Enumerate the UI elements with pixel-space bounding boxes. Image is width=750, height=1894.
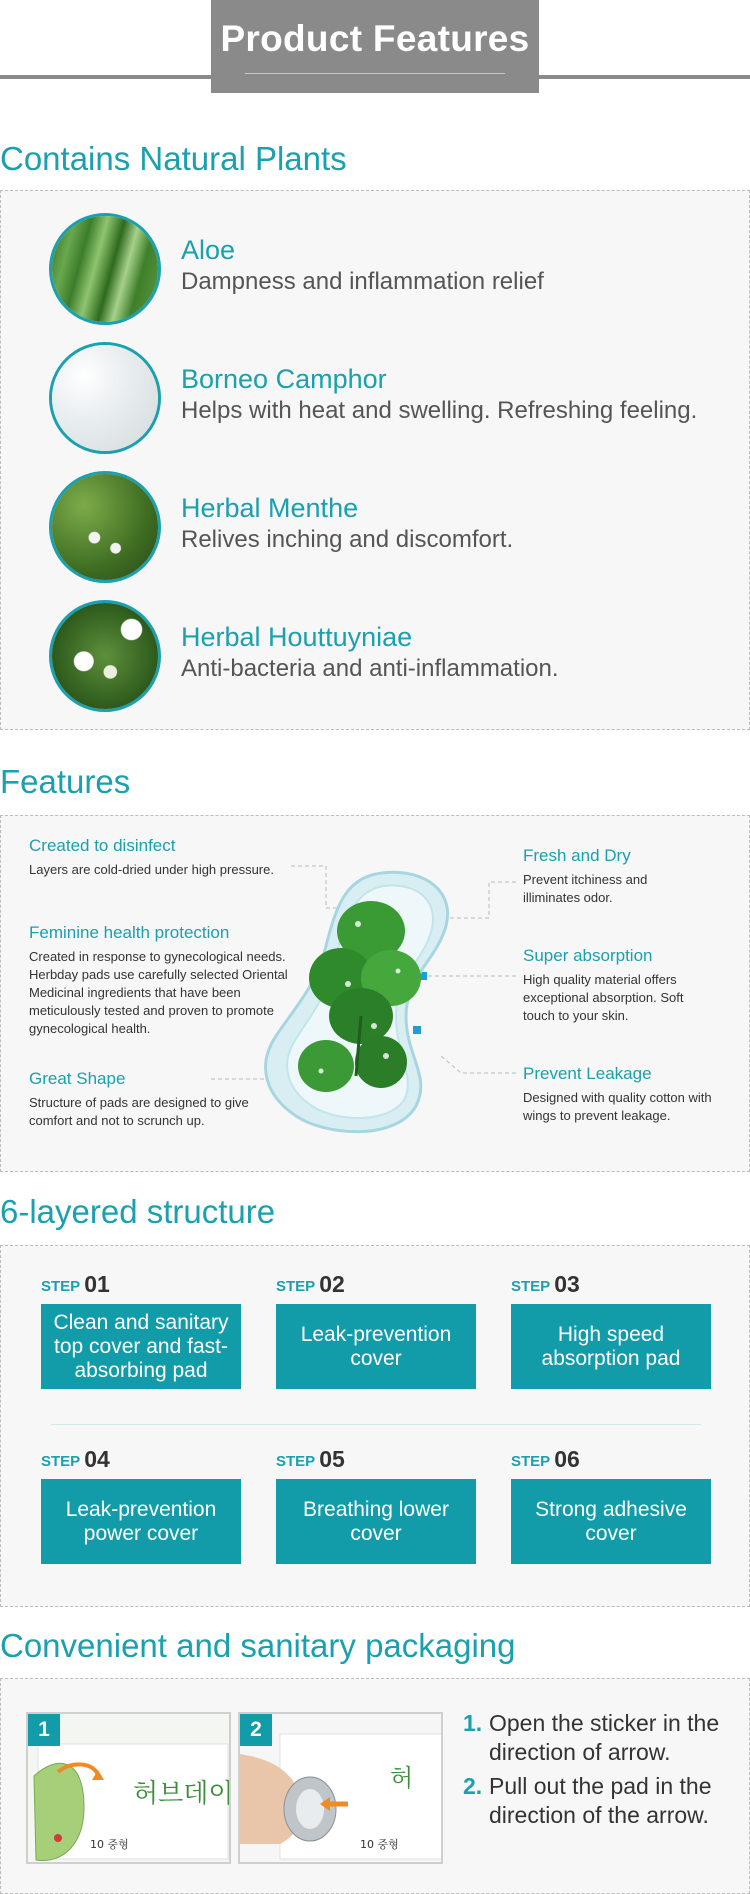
- instruction-number: 2.: [463, 1773, 483, 1799]
- step-05: [276, 1437, 476, 1564]
- step-word: STEP: [41, 1278, 81, 1295]
- features-section-title: Features: [0, 763, 131, 800]
- step-box: Breathing lower cover: [276, 1479, 476, 1564]
- step-04: [41, 1437, 241, 1564]
- step-word: STEP: [511, 1453, 551, 1470]
- packaging-photo-2: [238, 1712, 443, 1864]
- step-box: Leak-prevention cover: [276, 1304, 476, 1389]
- feature-name: Great Shape: [29, 1069, 126, 1088]
- feature-name: Prevent Leakage: [523, 1064, 652, 1083]
- title-underline: [245, 73, 505, 74]
- svg-text:10 중형: 10 중형: [90, 1838, 129, 1851]
- plant-name: Borneo Camphor: [181, 364, 387, 394]
- step-divider: [51, 1424, 701, 1425]
- step-box: Strong adhesive cover: [511, 1479, 711, 1564]
- structure-section-title: 6-layered structure: [0, 1193, 276, 1230]
- plant-item-menthe: [49, 471, 739, 583]
- camphor-photo: [49, 342, 161, 454]
- plant-name: Herbal Houttuyniae: [181, 622, 413, 652]
- step-word: STEP: [276, 1453, 316, 1470]
- header-title-box: [211, 0, 539, 93]
- feature-fresh: [523, 846, 673, 907]
- instruction-text: Open the sticker in the direction of arrow.: [489, 1710, 720, 1765]
- feature-name: Feminine health protection: [29, 923, 230, 942]
- feature-disinfect: [29, 836, 299, 879]
- page-title: Product Features: [220, 18, 530, 59]
- features-panel: [0, 815, 750, 1172]
- plant-item-aloe: [49, 213, 739, 325]
- step-number: 05: [319, 1446, 345, 1472]
- step-number: 02: [319, 1271, 345, 1297]
- feature-desc: Created in response to gynecological needs. Herbday pads use carefully selected Oriental Medicinal ingredients that have been meticulously tested and proven to promote gynecological health.: [29, 949, 288, 1036]
- feature-desc: Structure of pads are designed to give comfort and not to scrunch up.: [29, 1095, 249, 1128]
- instruction-text: Pull out the pad in the direction of the arrow.: [489, 1773, 712, 1828]
- plant-item-camphor: [49, 342, 739, 454]
- feature-desc: Designed with quality cotton with wings to prevent leakage.: [523, 1090, 712, 1123]
- feature-desc: Prevent itchiness and illiminates odor.: [523, 872, 648, 905]
- packaging-panel: [0, 1678, 750, 1894]
- step-number: 01: [84, 1271, 110, 1297]
- photo-number: 1: [28, 1714, 60, 1746]
- feature-desc: High quality material offers exceptional absorption. Soft touch to your skin.: [523, 972, 684, 1023]
- svg-text:허브데이: 허브데이: [133, 1779, 233, 1809]
- step-box: Clean and sanitary top cover and fast-absorbing pad: [41, 1304, 241, 1389]
- page-header: [0, 0, 750, 95]
- plants-section-title: Contains Natural Plants: [0, 140, 347, 177]
- plant-item-houttuyniae: [49, 600, 739, 712]
- plant-desc: Helps with heat and swelling. Refreshing feeling.: [181, 397, 698, 424]
- plant-desc: Dampness and inflammation relief: [181, 268, 544, 295]
- feature-name: Fresh and Dry: [523, 846, 631, 865]
- photo-number: 2: [240, 1714, 272, 1746]
- packaging-section-title: Convenient and sanitary packaging: [0, 1627, 516, 1664]
- svg-text:허: 허: [390, 1764, 414, 1792]
- step-02: [276, 1262, 476, 1389]
- menthe-photo: [49, 471, 161, 583]
- step-06: [511, 1437, 711, 1564]
- step-number: 06: [554, 1446, 580, 1472]
- feature-absorb: [523, 946, 698, 1025]
- feature-leak: [523, 1064, 723, 1125]
- houttuyniae-photo: [49, 600, 161, 712]
- step-01: [41, 1262, 241, 1389]
- instruction-item: [463, 1772, 743, 1830]
- instruction-item: [463, 1709, 743, 1767]
- svg-text:10 중형: 10 중형: [360, 1838, 399, 1851]
- packaging-photo-1: [26, 1712, 231, 1864]
- step-word: STEP: [41, 1453, 81, 1470]
- step-number: 04: [84, 1446, 110, 1472]
- feature-name: Created to disinfect: [29, 836, 176, 855]
- step-word: STEP: [276, 1278, 316, 1295]
- plant-name: Aloe: [181, 235, 236, 265]
- step-box: Leak-prevention power cover: [41, 1479, 241, 1564]
- packaging-instructions: [463, 1709, 743, 1835]
- step-03: [511, 1262, 711, 1389]
- step-box: High speed absorption pad: [511, 1304, 711, 1389]
- feature-shape: [29, 1069, 254, 1130]
- step-word: STEP: [511, 1278, 551, 1295]
- feature-health: [29, 923, 299, 1038]
- feature-desc: Layers are cold-dried under high pressure.: [29, 862, 274, 877]
- step-number: 03: [554, 1271, 580, 1297]
- structure-panel: [0, 1245, 750, 1607]
- instruction-number: 1.: [463, 1710, 483, 1736]
- plant-desc: Anti-bacteria and anti-inflammation.: [181, 655, 559, 682]
- plant-name: Herbal Menthe: [181, 493, 359, 523]
- plant-desc: Relives inching and discomfort.: [181, 526, 514, 553]
- aloe-photo: [49, 213, 161, 325]
- plants-panel: [0, 190, 750, 730]
- feature-name: Super absorption: [523, 946, 653, 965]
